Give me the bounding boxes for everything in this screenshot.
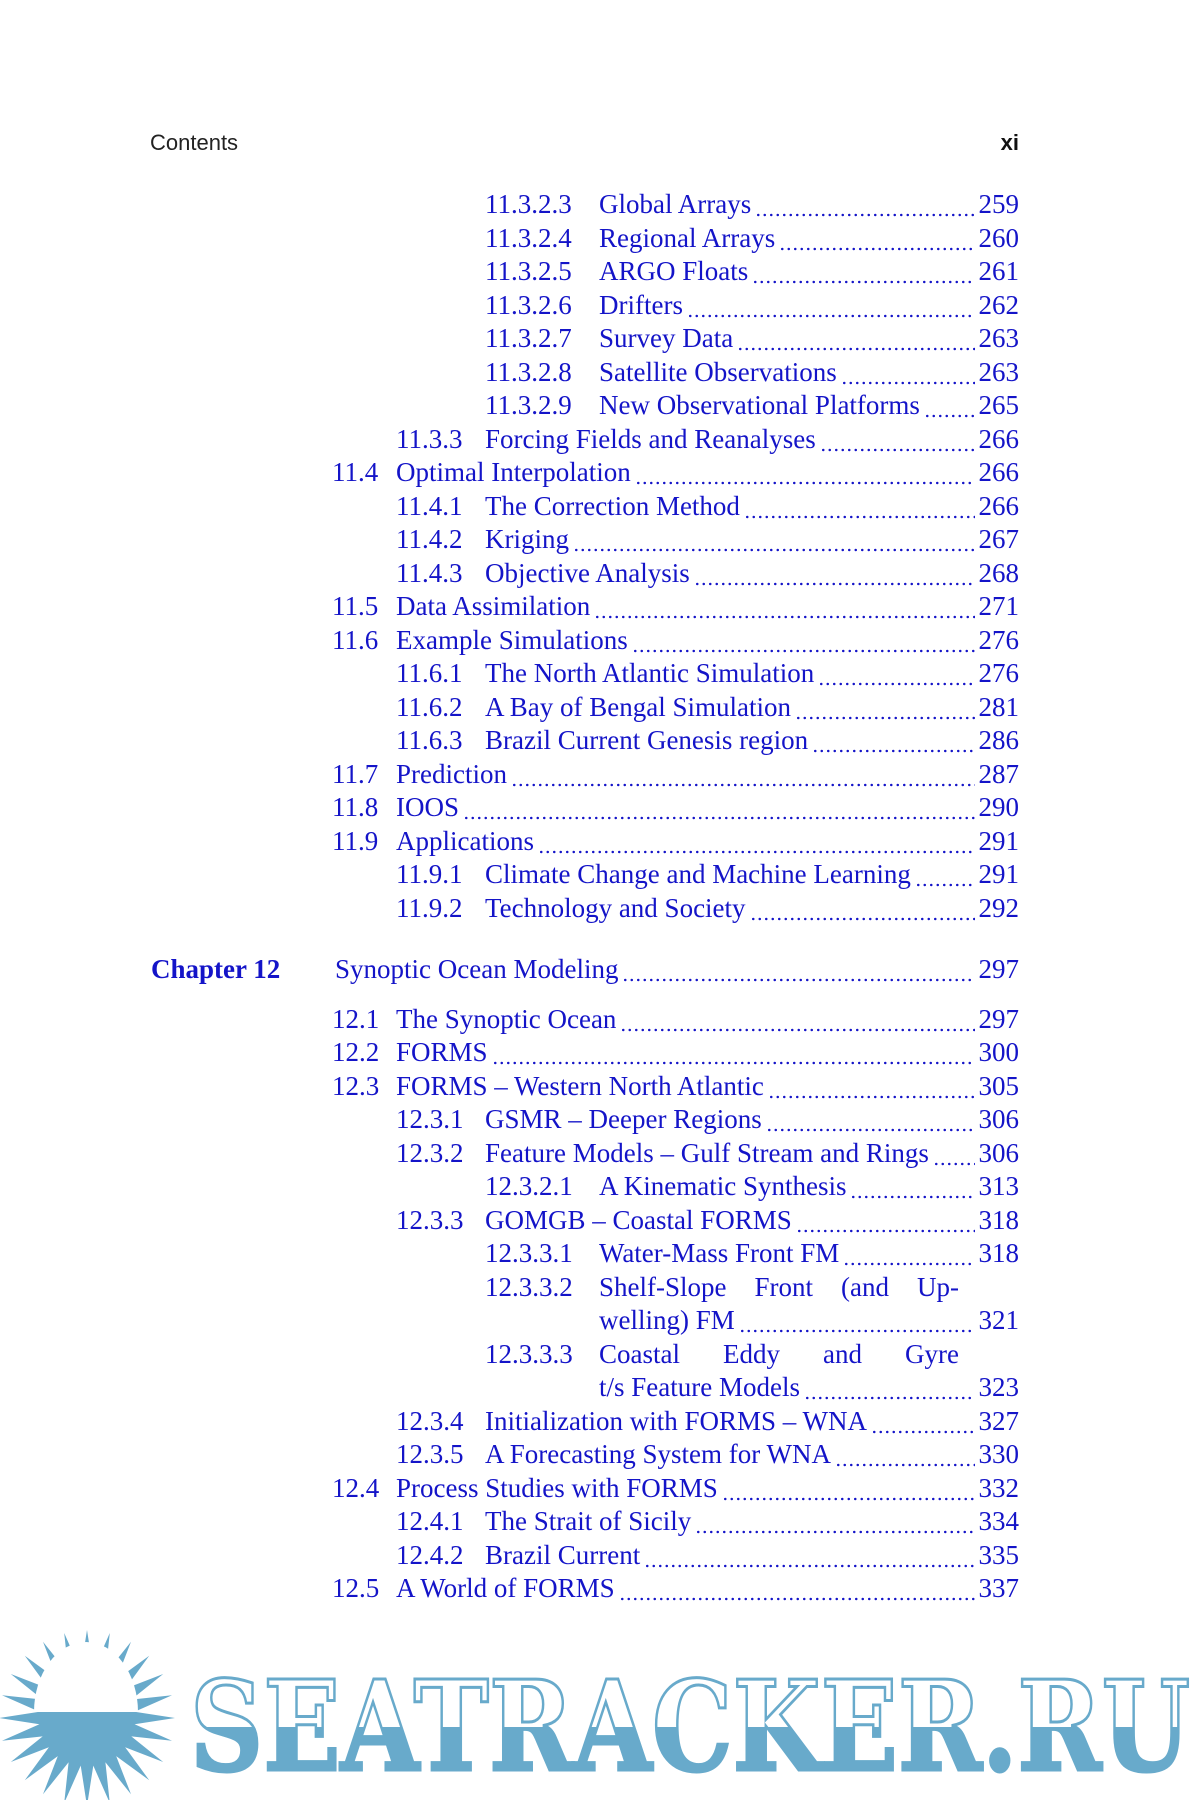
- dot-leader: [744, 490, 975, 524]
- toc-entry[interactable]: [0, 1405, 1019, 1439]
- page-number: xi: [1000, 130, 1019, 155]
- toc-entry[interactable]: [0, 858, 1019, 892]
- entry-title-line1: Coastal Eddy and Gyre: [599, 1338, 959, 1369]
- entry-page: 306: [978, 1137, 1019, 1168]
- entry-page: 335: [978, 1539, 1019, 1570]
- entry-number: 12.3.2.1: [485, 1171, 573, 1201]
- sun-logo-icon: [0, 1630, 175, 1800]
- dot-leader: [766, 1103, 975, 1137]
- entry-page: 337: [978, 1573, 1019, 1603]
- toc-entry[interactable]: [0, 1070, 1019, 1104]
- entry-title: Regional Arrays: [599, 222, 776, 253]
- entry-title: Process Studies with FORMS: [396, 1472, 718, 1503]
- entry-page: 276: [978, 658, 1019, 688]
- entry-title: Initialization with FORMS – WNA: [485, 1405, 867, 1436]
- entry-title: FORMS: [396, 1037, 488, 1067]
- entry-title: Water-Mass Front FM: [599, 1238, 840, 1268]
- entry-page: 266: [978, 457, 1019, 487]
- entry-page: 297: [978, 1003, 1019, 1034]
- dot-leader: [755, 188, 974, 222]
- toc-entry[interactable]: [0, 1003, 1019, 1037]
- entry-page: 306: [978, 1104, 1019, 1134]
- toc-entry[interactable]: [0, 1237, 1019, 1271]
- toc-entry[interactable]: [0, 322, 1019, 356]
- entry-number: 12.3.3.3: [485, 1338, 573, 1369]
- dot-leader: [695, 1505, 974, 1539]
- entry-number: 12.1: [332, 1003, 380, 1034]
- entry-page: 305: [978, 1070, 1019, 1101]
- toc-entry[interactable]: [0, 1572, 1019, 1606]
- entry-title: A World of FORMS: [396, 1573, 615, 1603]
- entry-number: 11.3.2.9: [485, 390, 572, 420]
- entry-number: 11.6.3: [396, 725, 463, 755]
- toc-entry[interactable]: [0, 758, 1019, 792]
- toc-entry[interactable]: [0, 1170, 1019, 1204]
- seatracker-watermark: [0, 1630, 1200, 1800]
- dot-leader: [739, 1304, 975, 1338]
- toc-entry[interactable]: [0, 188, 1019, 222]
- entry-title: Drifters: [599, 289, 683, 320]
- entry-title: The Correction Method: [485, 490, 740, 521]
- toc-entry[interactable]: [0, 1204, 1019, 1238]
- dot-leader: [841, 356, 975, 390]
- entry-number: 11.4.2: [396, 524, 463, 554]
- toc-entry[interactable]: [0, 389, 1019, 423]
- entry-title: Kriging: [485, 524, 569, 554]
- entry-title: Survey Data: [599, 323, 734, 353]
- entry-page: 286: [978, 725, 1019, 755]
- entry-number: Chapter 12: [151, 953, 281, 984]
- dot-leader: [871, 1405, 975, 1439]
- toc-entry[interactable]: [0, 691, 1019, 725]
- toc-entry[interactable]: [0, 1472, 1019, 1506]
- entry-page: 290: [978, 792, 1019, 822]
- dot-leader: [511, 758, 975, 792]
- entry-number: 12.4: [332, 1472, 380, 1503]
- entry-number: 11.6: [332, 624, 379, 655]
- entry-title: The North Atlantic Simulation: [485, 658, 815, 688]
- dot-leader: [644, 1539, 974, 1573]
- entry-title: ARGO Floats: [599, 256, 749, 286]
- entry-title: Climate Change and Machine Learning: [485, 859, 911, 889]
- entry-page: 276: [978, 624, 1019, 655]
- toc-entry[interactable]: [0, 1103, 1019, 1137]
- entry-page: 271: [978, 591, 1019, 621]
- toc-chapter-entry[interactable]: [0, 953, 1019, 987]
- dot-leader: [820, 423, 975, 457]
- dot-leader: [843, 1237, 974, 1271]
- entry-number: 12.2: [332, 1037, 380, 1067]
- entry-title-line2: t/s Feature Models: [599, 1372, 800, 1402]
- entry-title: GOMGB – Coastal FORMS: [485, 1204, 792, 1235]
- dot-leader: [538, 825, 975, 859]
- entry-page: 263: [978, 356, 1019, 387]
- entry-number: 11.4.1: [396, 490, 463, 521]
- table-of-contents: [0, 188, 1019, 1606]
- entry-title: Global Arrays: [599, 189, 752, 219]
- entry-number: 12.3.5: [396, 1439, 464, 1469]
- entry-page: 297: [978, 953, 1019, 984]
- entry-title: Optimal Interpolation: [396, 457, 631, 487]
- dot-leader: [620, 1003, 974, 1037]
- entry-number: 12.3.3.2: [485, 1271, 573, 1302]
- entry-number: 11.3.2.7: [485, 323, 572, 353]
- entry-page: 332: [978, 1472, 1019, 1503]
- entry-title: Forcing Fields and Reanalyses: [485, 423, 816, 454]
- entry-page: 262: [978, 289, 1019, 320]
- entry-page: 323: [978, 1372, 1019, 1402]
- dot-leader: [492, 1036, 975, 1070]
- entry-number: 11.3.2.5: [485, 256, 572, 286]
- toc-entry[interactable]: [0, 490, 1019, 524]
- entry-page: 266: [978, 490, 1019, 521]
- dot-leader: [752, 255, 974, 289]
- toc-entry[interactable]: [0, 456, 1019, 490]
- toc-entry[interactable]: [0, 356, 1019, 390]
- entry-number: 11.7: [332, 758, 379, 789]
- entry-title: New Observational Platforms: [599, 390, 920, 420]
- entry-number: 12.3.3: [396, 1204, 464, 1235]
- entry-title: Brazil Current Genesis region: [485, 725, 809, 755]
- entry-page: 327: [978, 1405, 1019, 1436]
- toc-entry[interactable]: [0, 1338, 1019, 1372]
- dot-leader: [594, 590, 974, 624]
- entry-number: 11.5: [332, 591, 379, 621]
- toc-entry[interactable]: [0, 1137, 1019, 1171]
- entry-title: GSMR – Deeper Regions: [485, 1104, 762, 1134]
- watermark-text: SEATRACKER.RU: [190, 1654, 1190, 1800]
- toc-entry[interactable]: [0, 624, 1019, 658]
- dot-leader: [779, 222, 974, 256]
- entry-page: 267: [978, 524, 1019, 554]
- entry-number: 11.8: [332, 792, 379, 822]
- toc-entry[interactable]: [0, 892, 1019, 926]
- entry-number: 11.3.2.8: [485, 356, 572, 387]
- entry-number: 11.3.2.3: [485, 189, 572, 219]
- dot-leader: [694, 557, 975, 591]
- toc-entry[interactable]: [0, 557, 1019, 591]
- entry-number: 12.4.2: [396, 1539, 464, 1570]
- dot-leader: [835, 1438, 975, 1472]
- entry-title: Brazil Current: [485, 1539, 641, 1570]
- entry-page: 300: [978, 1037, 1019, 1067]
- entry-page: 313: [978, 1171, 1019, 1201]
- toc-entry[interactable]: [0, 791, 1019, 825]
- entry-title-line1: Shelf-Slope Front (and Up-: [599, 1271, 959, 1302]
- entry-title: Feature Models – Gulf Stream and Rings: [485, 1137, 929, 1168]
- entry-title-line2: welling) FM: [599, 1305, 735, 1335]
- entry-title: Applications: [396, 825, 534, 856]
- entry-title: FORMS – Western North Atlantic: [396, 1070, 764, 1101]
- dot-leader: [924, 389, 975, 423]
- entry-number: 12.3.4: [396, 1405, 464, 1436]
- toc-entry[interactable]: [0, 1505, 1019, 1539]
- entry-page: 291: [978, 859, 1019, 889]
- toc-entry[interactable]: [0, 289, 1019, 323]
- dot-leader: [804, 1371, 975, 1405]
- entry-page: 334: [978, 1506, 1019, 1536]
- entry-page: 292: [978, 892, 1019, 923]
- dot-leader: [850, 1170, 974, 1204]
- entry-number: 11.6.1: [396, 658, 463, 688]
- entry-title: Example Simulations: [396, 624, 628, 655]
- entry-number: 11.9: [332, 825, 379, 856]
- entry-number: 11.4: [332, 457, 379, 487]
- dot-leader: [768, 1070, 975, 1104]
- entry-number: 11.9.1: [396, 859, 463, 889]
- dot-leader: [687, 289, 975, 323]
- toc-entry[interactable]: [0, 1304, 1019, 1338]
- dot-leader: [635, 456, 975, 490]
- entry-page: 321: [978, 1305, 1019, 1335]
- entry-page: 260: [978, 222, 1019, 253]
- toc-entry[interactable]: [0, 255, 1019, 289]
- dot-leader: [915, 858, 975, 892]
- entry-page: 318: [978, 1238, 1019, 1268]
- dot-leader: [818, 657, 974, 691]
- entry-page: 265: [978, 390, 1019, 420]
- toc-entry[interactable]: [0, 724, 1019, 758]
- entry-number: 11.9.2: [396, 892, 463, 923]
- toc-entry[interactable]: [0, 1438, 1019, 1472]
- entry-title: Technology and Society: [485, 892, 746, 923]
- entry-title: Data Assimilation: [396, 591, 591, 621]
- toc-entry[interactable]: [0, 590, 1019, 624]
- entry-page: 259: [978, 189, 1019, 219]
- entry-page: 268: [978, 557, 1019, 588]
- dot-leader: [812, 724, 974, 758]
- entry-page: 330: [978, 1439, 1019, 1469]
- toc-entry[interactable]: [0, 222, 1019, 256]
- entry-page: 263: [978, 323, 1019, 353]
- entry-title: Prediction: [396, 758, 507, 789]
- entry-title: Synoptic Ocean Modeling: [335, 953, 619, 984]
- entry-title: A Forecasting System for WNA: [485, 1439, 831, 1469]
- entry-page: 261: [978, 256, 1019, 286]
- entry-title: IOOS: [396, 792, 460, 822]
- toc-entry[interactable]: [0, 523, 1019, 557]
- dot-leader: [750, 892, 975, 926]
- dot-leader: [737, 322, 974, 356]
- entry-page: 266: [978, 423, 1019, 454]
- toc-entry[interactable]: [0, 825, 1019, 859]
- dot-leader: [933, 1137, 975, 1171]
- entry-title: Objective Analysis: [485, 557, 690, 588]
- dot-leader: [722, 1472, 975, 1506]
- entry-number: 11.6.2: [396, 691, 463, 722]
- toc-entry[interactable]: [0, 423, 1019, 457]
- entry-number: 12.5: [332, 1573, 380, 1603]
- entry-page: 281: [978, 691, 1019, 722]
- dot-leader: [796, 1204, 975, 1238]
- entry-title: A Kinematic Synthesis: [599, 1171, 847, 1201]
- entry-page: 318: [978, 1204, 1019, 1235]
- toc-entry[interactable]: [0, 1271, 1019, 1305]
- entry-number: 12.3.2: [396, 1137, 464, 1168]
- entry-page: 291: [978, 825, 1019, 856]
- entry-number: 12.4.1: [396, 1506, 464, 1536]
- entry-title: A Bay of Bengal Simulation: [485, 691, 791, 722]
- toc-entry[interactable]: [0, 1371, 1019, 1405]
- dot-leader: [795, 691, 975, 725]
- entry-page: 287: [978, 758, 1019, 789]
- entry-number: 11.3.3: [396, 423, 463, 454]
- entry-number: 11.4.3: [396, 557, 463, 588]
- entry-number: 12.3: [332, 1070, 380, 1101]
- dot-leader: [619, 1572, 975, 1606]
- entry-number: 12.3.1: [396, 1104, 464, 1134]
- dot-leader: [573, 523, 975, 557]
- entry-title: The Strait of Sicily: [485, 1506, 692, 1536]
- entry-title: Satellite Observations: [599, 356, 837, 387]
- toc-entry[interactable]: [0, 1539, 1019, 1573]
- entry-number: 11.3.2.6: [485, 289, 572, 320]
- dot-leader: [622, 953, 974, 987]
- running-header-title: Contents: [150, 130, 239, 155]
- entry-number: 11.3.2.4: [485, 222, 572, 253]
- entry-number: 12.3.3.1: [485, 1238, 573, 1268]
- dot-leader: [632, 624, 975, 658]
- toc-entry[interactable]: [0, 1036, 1019, 1070]
- dot-leader: [463, 791, 974, 825]
- toc-entry[interactable]: [0, 657, 1019, 691]
- entry-title: The Synoptic Ocean: [396, 1003, 617, 1034]
